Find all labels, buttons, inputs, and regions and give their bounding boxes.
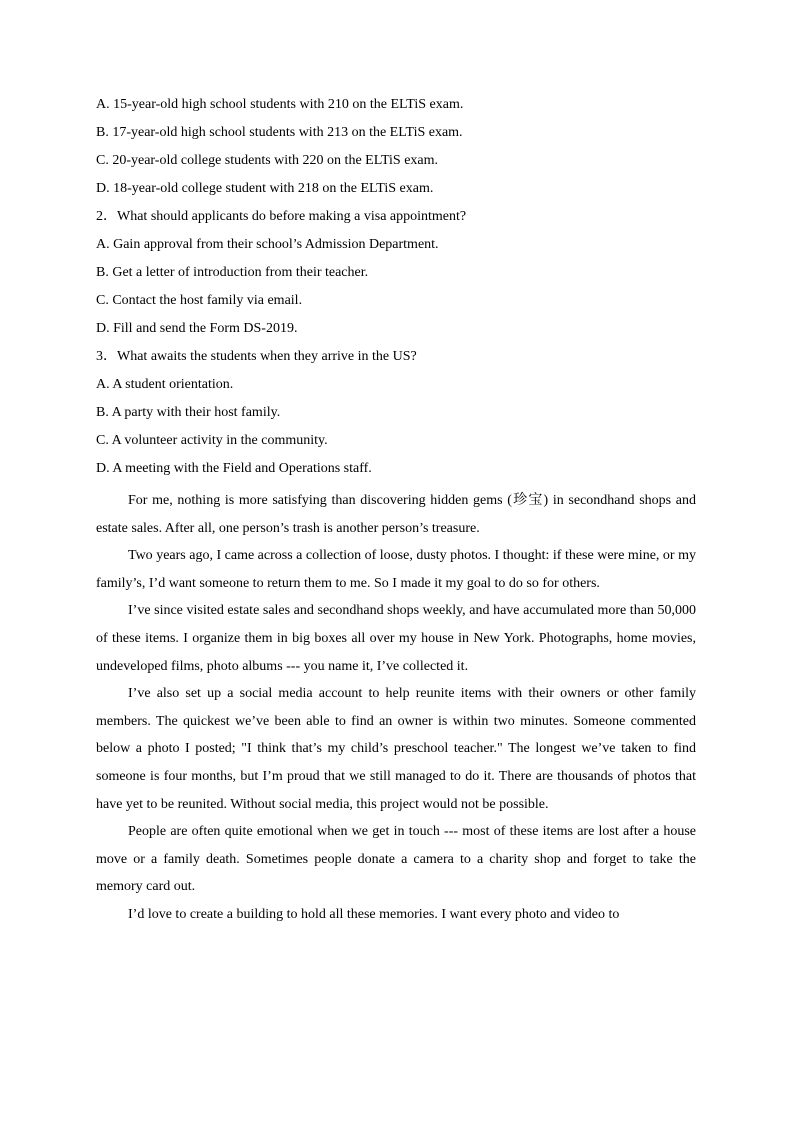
question-1-options (96, 95, 696, 207)
q2-option-d: D. Fill and send the Form DS-2019. (96, 321, 298, 336)
passage-paragraph-5: People are often quite emotional when we get in touch --- most of these items are lost after a house move or a family death. Sometimes people donate a camera to a charity shop and forget to take the memory card out. (96, 824, 696, 895)
reading-passage (96, 487, 696, 929)
q2-option-b: B. Get a letter of introduction from their teacher. (96, 265, 369, 280)
passage-paragraph-3: I’ve since visited estate sales and secondhand shops weekly, and have accumulated more than 50,000 of these items. I organize them in big boxes all over my house in New York. Photographs, home movies, undeveloped films, photo albums --- you name it, I’ve collected it. (96, 603, 696, 674)
question-3 (96, 347, 696, 487)
q2-option-a: A. Gain approval from their school’s Admission Department. (96, 237, 439, 252)
q3-option-d: D. A meeting with the Field and Operations staff. (96, 461, 372, 476)
document-page (96, 95, 696, 929)
passage-paragraph-2: Two years ago, I came across a collection of loose, dusty photos. I thought: if these were mine, or my family’s, I’d want someone to return them to me. So I made it my goal to do so for others. (96, 548, 696, 591)
q3-option-c: C. A volunteer activity in the community. (96, 433, 328, 448)
passage-paragraph-4: I’ve also set up a social media account to help reunite items with their owners or other family members. The quickest we’ve been able to find an owner is within two minutes. Someone commented below a photo I posted; "I think that’s my child’s preschool teacher." The longest we’ve taken to find someone is four months, but I’m proud that we still managed to do it. There are thousands of photos that have yet to be reunited. Without social media, this project would not be possible. (96, 686, 696, 812)
q1-option-a: A. 15-year-old high school students with 210 on the ELTiS exam. (96, 97, 464, 112)
q3-option-a: A. A student orientation. (96, 377, 234, 392)
q1-option-b: B. 17-year-old high school students with 213 on the ELTiS exam. (96, 125, 463, 140)
question-2 (96, 207, 696, 347)
passage-paragraph-1: For me, nothing is more satisfying than discovering hidden gems (珍宝) in secondhand shops and estate sales. After all, one person’s trash is another person’s treasure. (96, 493, 696, 536)
passage-paragraph-6: I’d love to create a building to hold all these memories. I want every photo and video to (128, 906, 620, 922)
q3-option-b: B. A party with their host family. (96, 405, 281, 420)
q2-stem: 2．What should applicants do before making a visa appointment? (96, 209, 467, 224)
q2-option-c: C. Contact the host family via email. (96, 293, 303, 308)
q1-option-c: C. 20-year-old college students with 220 on the ELTiS exam. (96, 153, 439, 168)
q3-stem: 3．What awaits the students when they arrive in the US? (96, 349, 417, 364)
q1-option-d: D. 18-year-old college student with 218 on the ELTiS exam. (96, 181, 434, 196)
